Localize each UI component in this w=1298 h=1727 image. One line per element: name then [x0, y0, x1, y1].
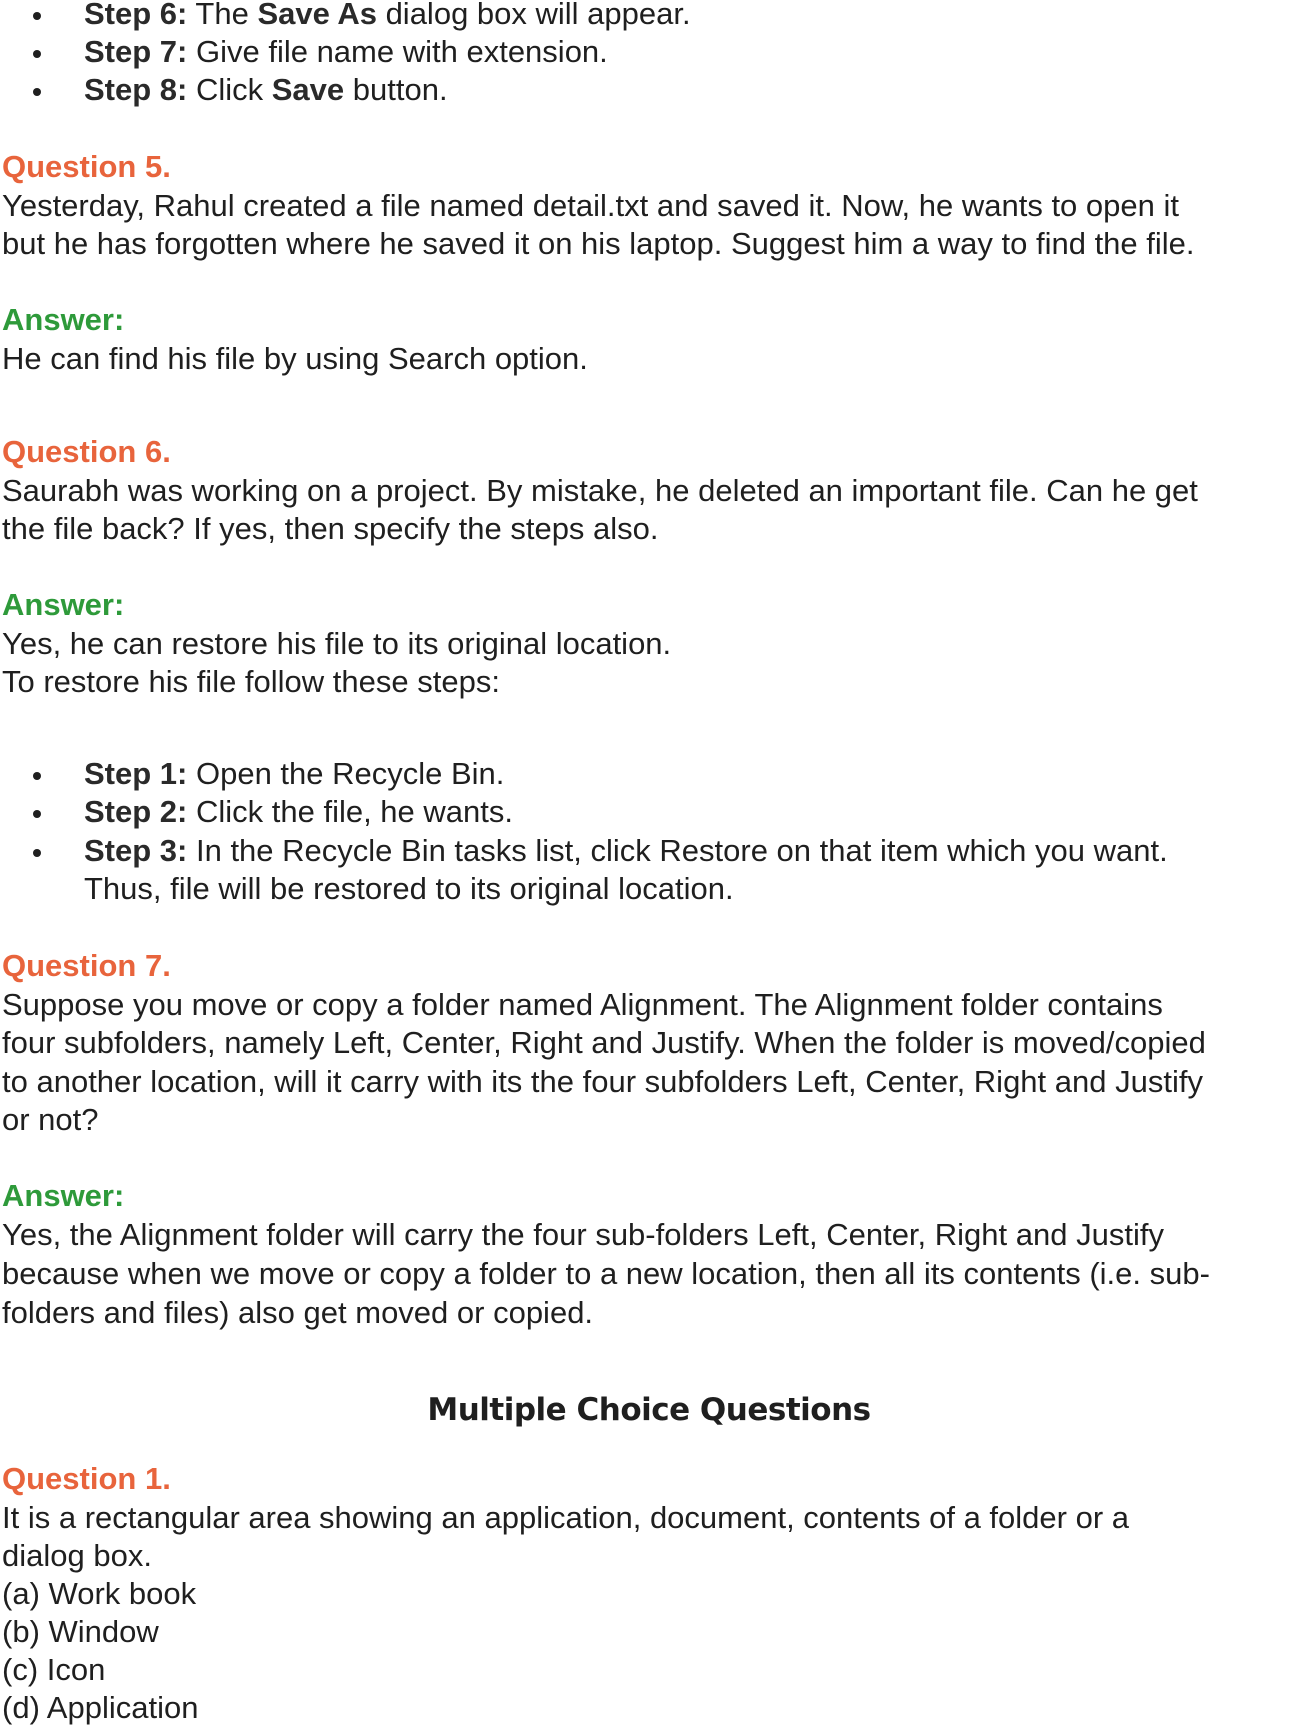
answer-heading: Answer: [2, 587, 125, 622]
mcq-option: (b) Window [2, 1614, 159, 1649]
section-title: Multiple Choice Questions [427, 1392, 871, 1428]
question-text: Yesterday, Rahul created a file named detail.txt and saved it. Now, he wants to open it [2, 188, 1179, 223]
bullet-icon [33, 849, 41, 857]
bullet-icon [33, 810, 41, 818]
question-text: or not? [2, 1102, 99, 1137]
question-heading: Question 5. [2, 149, 171, 184]
answer-text: because when we move or copy a folder to a new location, then all its contents (i.e. sub- [2, 1256, 1210, 1291]
question-text: the file back? If yes, then specify the steps also. [2, 511, 659, 546]
question-text: Saurabh was working on a project. By mistake, he deleted an important file. Can he get [2, 473, 1198, 508]
bullet-icon [33, 772, 41, 780]
question-text: It is a rectangular area showing an application, document, contents of a folder or a [2, 1500, 1130, 1535]
mcq-option: (c) Icon [2, 1652, 106, 1687]
question-text: Suppose you move or copy a folder named Alignment. The Alignment folder contains [2, 987, 1163, 1022]
mcq-option: (a) Work book [2, 1576, 197, 1611]
answer-text: He can find his file by using Search option. [2, 341, 588, 376]
mcq-option: (d) Application [2, 1690, 199, 1725]
bullet-icon [33, 50, 41, 58]
question-heading: Question 7. [2, 948, 171, 983]
question-heading: Question 6. [2, 434, 171, 469]
answer-heading: Answer: [2, 302, 125, 337]
question-text: dialog box. [2, 1538, 152, 1573]
bullet-icon [33, 88, 41, 96]
answer-heading: Answer: [2, 1178, 125, 1213]
bullet-icon [33, 12, 41, 20]
answer-text: Yes, the Alignment folder will carry the four sub-folders Left, Center, Right and Justify [2, 1217, 1164, 1252]
list-item-continuation: Thus, file will be restored to its original location. [84, 871, 734, 906]
answer-text: folders and files) also get moved or copied. [2, 1295, 594, 1330]
document-page: Step 6: The Save As dialog box will appear. Step 7: Give file name with extension. Step 8: Click Save button. Question 5. Yesterday, Rahul created a file named detail.txt and saved it. Now, he wants to open it but he has forgotten where he saved it on his laptop. Suggest him a way to find the file. Answer: He can find his file by using Search option. Question 6. Saurabh was working on a project. By mistake, he deleted an important file. Can he get the file back? If yes, then specify the steps also. Answer: Yes, he can restore his file to its original location. To restore his file follow these steps: Step 1: Open the Recycle Bin. Step 2: Click the file, he wants. Step 3: In the Recycle Bin tasks list, click Restore on that item which you want. Thus, file will be restored to its original location. Question 7. Suppose you move or copy a folder named Alignment. The Alignment folder contains four subfolders, namely Left, Center, Right and Justify. When the folder is moved/copied to another location, will it carry with its the four subfolders Left, Center, Right and Justify or not? Answer: Yes, the Alignment folder will carry the four sub-folders Left, Center, Right and Justify because when we move or copy a folder to a new location, then all its contents (i.e. sub- folders and files) also get moved or copied. Multiple Choice Questions Question 1. It is a rectangular area showing an application, document, contents of a folder or a dialog box. (a) Work book (b) Window (c) Icon (d) Application [0, 0, 1298, 1727]
question-text: four subfolders, namely Left, Center, Right and Justify. When the folder is moved/copied [2, 1025, 1206, 1060]
question-text: to another location, will it carry with its the four subfolders Left, Center, Right and Justify [2, 1064, 1203, 1099]
question-heading: Question 1. [2, 1461, 171, 1496]
question-text: but he has forgotten where he saved it on his laptop. Suggest him a way to find the file. [2, 226, 1195, 261]
answer-text: To restore his file follow these steps: [2, 664, 500, 699]
answer-text: Yes, he can restore his file to its original location. [2, 626, 672, 661]
